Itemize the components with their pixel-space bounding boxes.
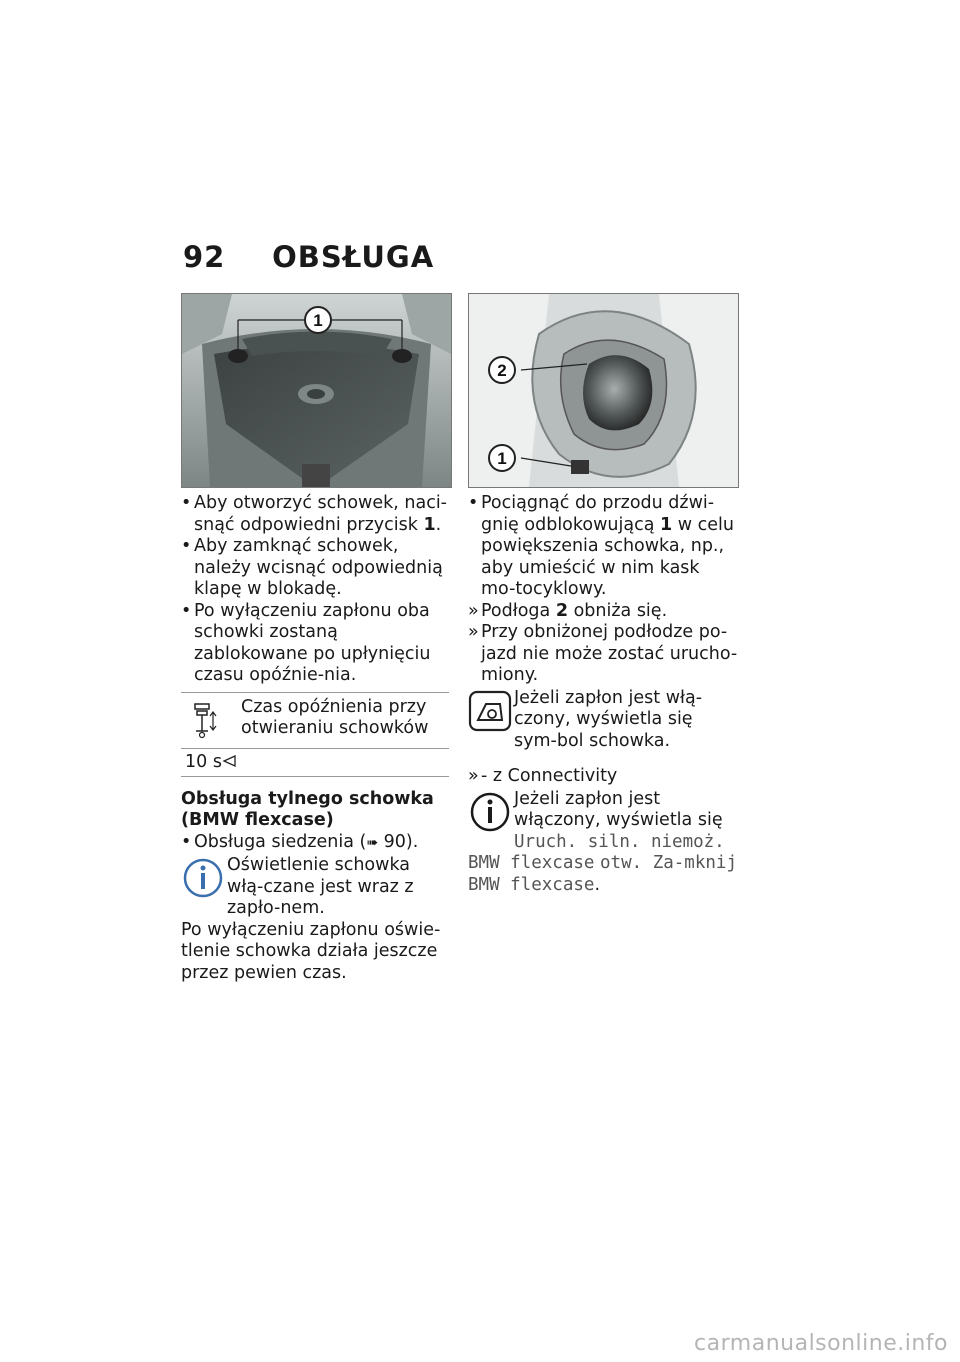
- left-column: [181, 493, 449, 984]
- flexcase-symbol-icon: [468, 690, 512, 732]
- bullet-open: • Aby otworzyć schowek, naci-snąć odpowiedni przycisk 1.: [181, 493, 447, 535]
- section-title: OBSŁUGA: [272, 240, 435, 274]
- spec-value-row: [181, 749, 449, 776]
- note-message: Jeżeli zapłon jest włączony, wyświetla się Uruch. siln. niemoż. BMW flexcase otw. Za-mknij BMW flexcase.: [468, 788, 737, 895]
- info-icon: [181, 857, 225, 899]
- spec-value: 10 s: [185, 752, 222, 772]
- spec-label: Czas opóźnienia przy otwieraniu schowków: [241, 696, 429, 738]
- watermark: carmanualsonline.info: [694, 1331, 948, 1356]
- spec-table: [181, 692, 449, 777]
- callout-2: 2: [497, 361, 507, 380]
- arrow-ref-icon: ➠: [366, 834, 379, 851]
- bullet-seat: • Obsługa siedzenia (➠ 90).: [181, 831, 419, 852]
- msg-start-impossible: Uruch. siln. niemoż.: [514, 831, 725, 852]
- photo-rear-flexcase: [468, 293, 739, 488]
- bullet-lever: • Pociągnąć do przodu dźwi-gnię odblokowującą 1 w celu powiększenia schowka, np., aby umieścić w nim kask mo-tocyklowy.: [468, 493, 734, 599]
- info-icon: [468, 791, 512, 833]
- result-floor: » Podłoga 2 obniża się.: [468, 600, 668, 621]
- note-lighting: Oświetlenie schowka włą-czane jest wraz z zapło-nem.: [181, 855, 449, 920]
- bullet-lock: • Po wyłączeniu zapłonu oba schowki zostaną zablokowane po upłynięciu czasu opóźnie-nia.: [181, 600, 431, 685]
- seat-lock-timer-icon: [193, 701, 219, 739]
- result-no-start: » Przy obniżonej podłodze po-jazd nie może zostać urucho-miony.: [468, 622, 738, 685]
- msg-flexcase: BMW flexcase: [468, 853, 595, 873]
- page-header: [183, 240, 434, 274]
- note-symbol: Jeżeli zapłon jest włą-czony, wyświetla się sym-bol schowka.: [468, 688, 738, 753]
- para-lighting-delay: Po wyłączeniu zapłonu oświe-tlenie schowka działa jeszcze przez pewien czas.: [181, 919, 441, 983]
- section-heading: Obsługa tylnego schowka (BMW flexcase): [181, 788, 434, 830]
- connectivity-line: » - z Connectivity: [468, 766, 618, 786]
- scooter-front-illustration: [182, 294, 451, 487]
- callout-1: 1: [497, 449, 507, 468]
- triangle-left-icon: [222, 754, 236, 768]
- msg-open-close: otw. Za-mknij BMW flexcase: [468, 853, 737, 895]
- photo-front-storage: [181, 293, 452, 488]
- page-number: 92: [183, 240, 226, 274]
- callout-1: 1: [313, 311, 323, 330]
- right-column: [468, 493, 738, 896]
- flexcase-illustration: [469, 294, 738, 487]
- bullet-close: • Aby zamknąć schowek, należy wcisnąć odpowiednią klapę w blokadę.: [181, 536, 443, 599]
